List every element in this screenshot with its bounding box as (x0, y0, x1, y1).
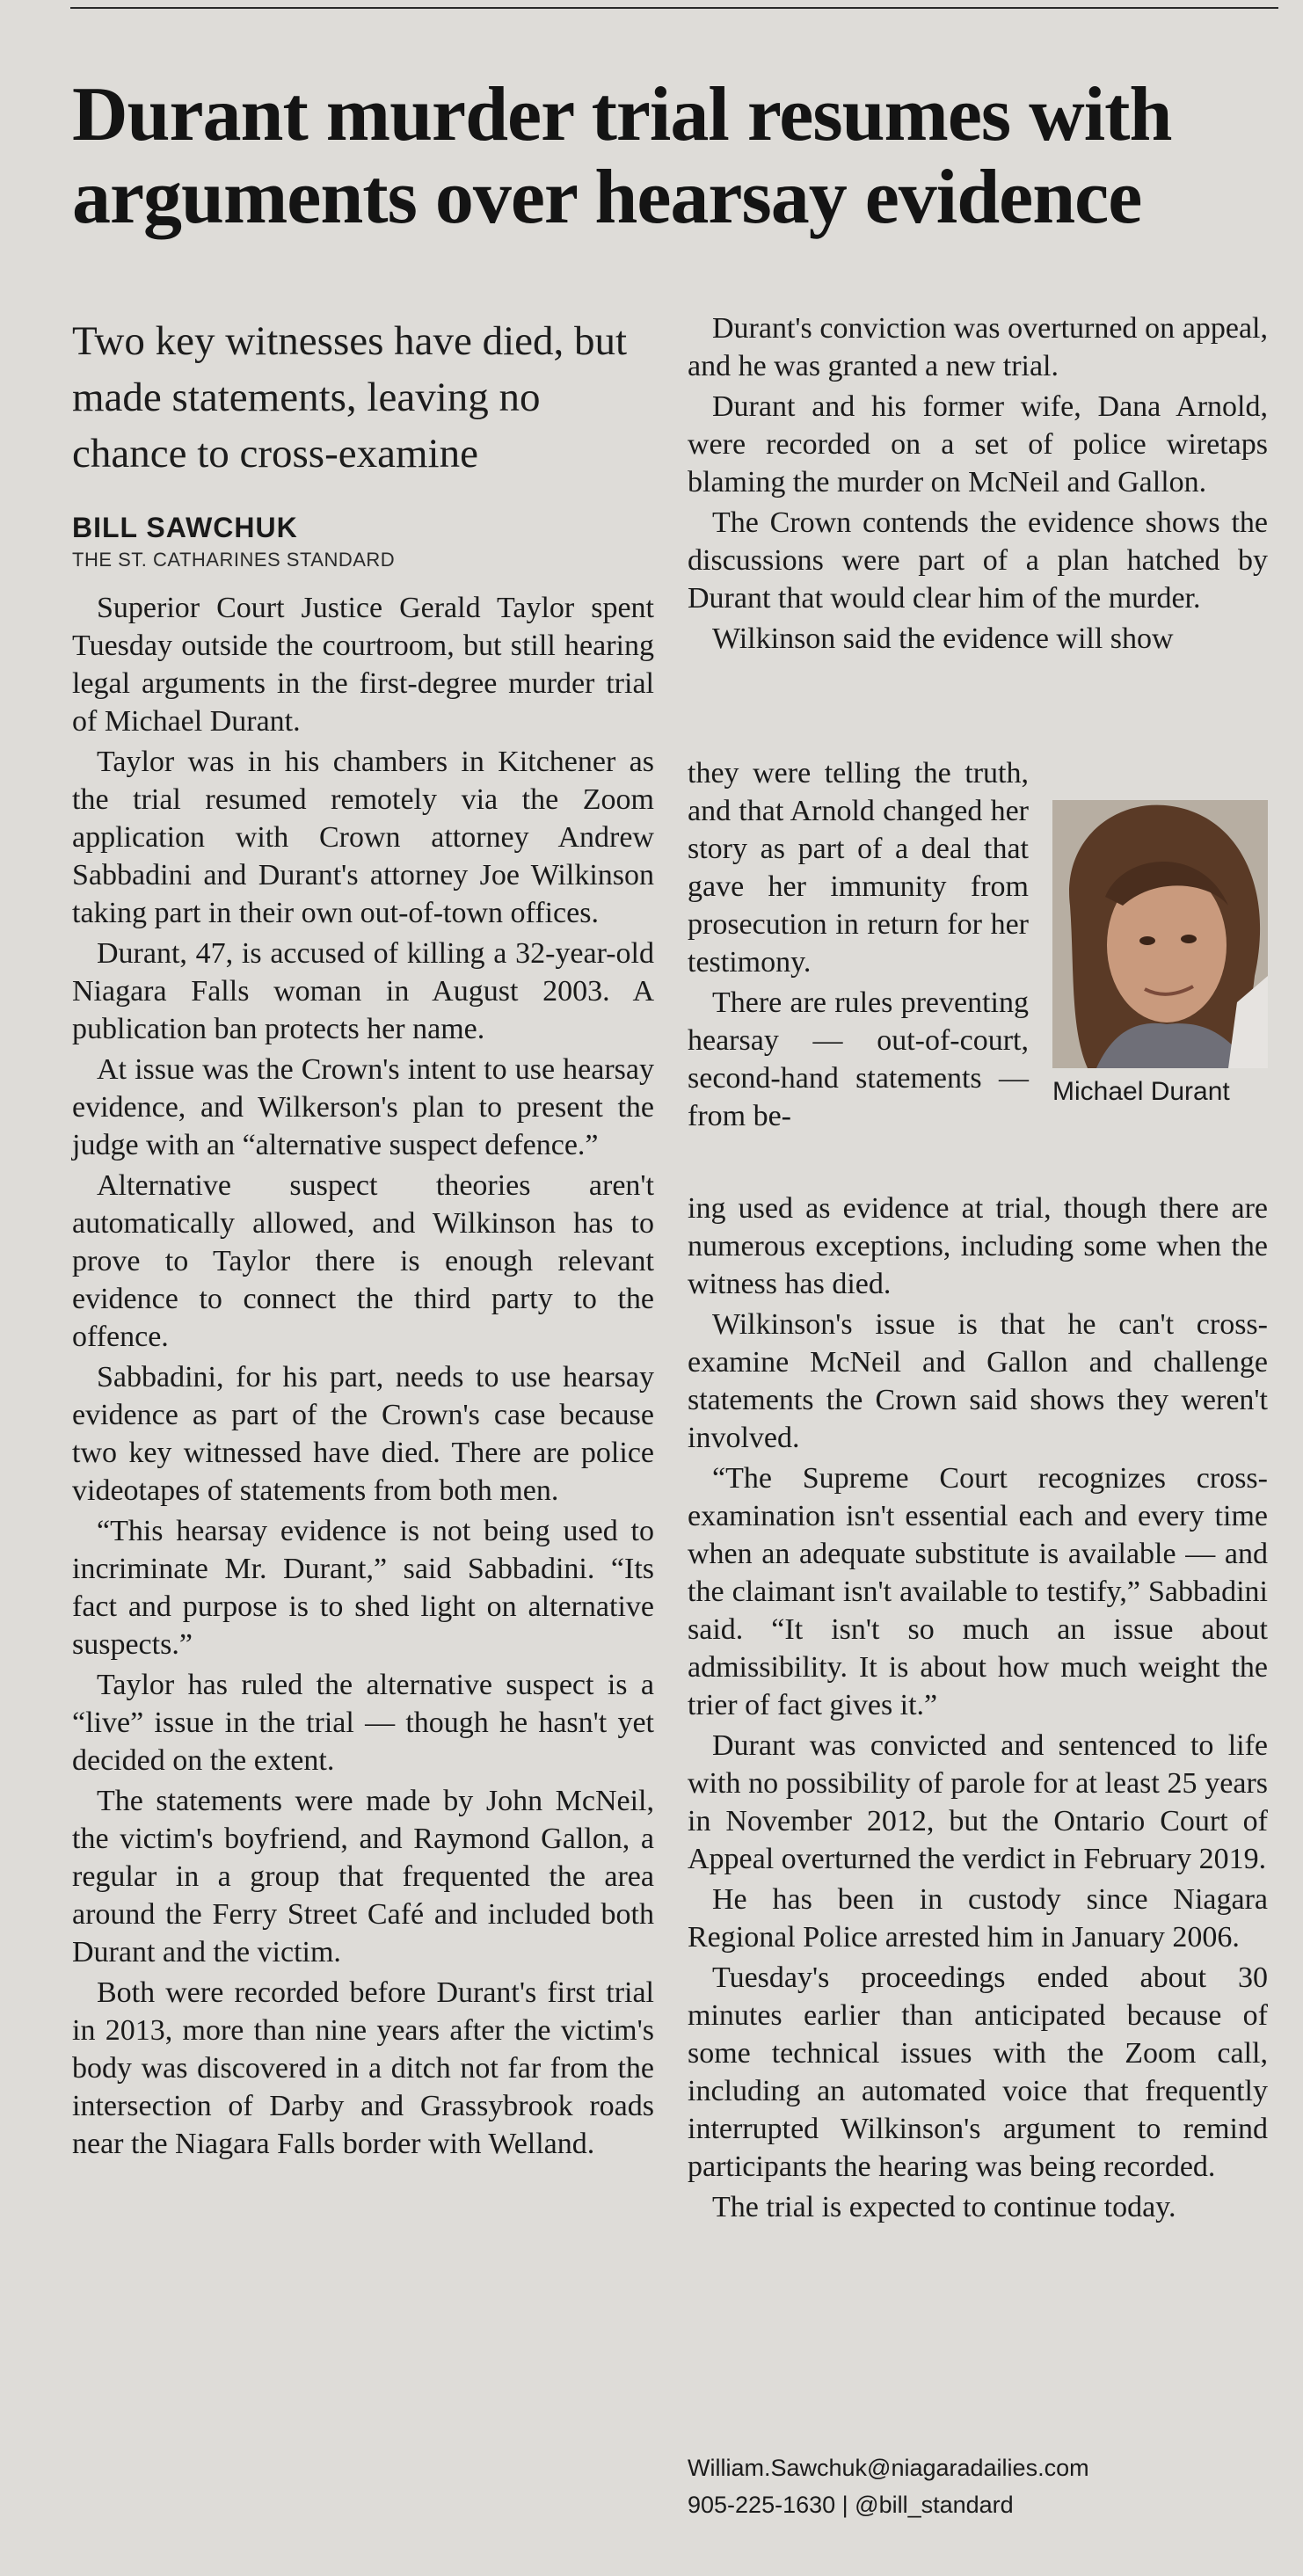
paragraph: “This hearsay evidence is not being used to incriminate Mr. Durant,” said Sabbadini. “Its fact and purpose is to shed light on alternative suspects.” (72, 1515, 654, 1661)
paragraph: Durant's conviction was overturned on appeal, and he was granted a new trial. (688, 312, 1268, 382)
paragraph: There are rules preventing hearsay — out-of-court, second-hand statements — from be- (688, 986, 1029, 1132)
author-email: William.Sawchuk@niagaradailies.com (688, 2455, 1089, 2481)
outlet-name: THE ST. CATHARINES STANDARD (72, 549, 396, 571)
headline: Durant murder trial resumes with arguments over hearsay evidence (72, 72, 1172, 240)
article-column-right-top (688, 309, 1268, 660)
paragraph: Taylor has ruled the alternative suspect is a “live” issue in the trial — though he hasn't yet decided on the extent. (72, 1669, 654, 1777)
article-column-right-bottom (688, 1190, 1268, 2229)
paragraph: The trial is expected to continue today. (712, 2191, 1176, 2223)
paragraph: ing used as evidence at trial, though there are numerous exceptions, including some when the witness has died. (688, 1192, 1268, 1300)
paragraph: Superior Court Justice Gerald Taylor spent Tuesday outside the courtroom, but still hearing legal arguments in the first-degree murder trial of Michael Durant. (72, 592, 654, 738)
paragraph: Sabbadini, for his part, needs to use hearsay evidence as part of the Crown's case because two key witnessed have died. There are police videotapes of statements from both men. (72, 1361, 654, 1507)
byline: BILL SAWCHUK (72, 512, 298, 543)
paragraph: He has been in custody since Niagara Regional Police arrested him in January 2006. (688, 1883, 1268, 1954)
photo-caption: Michael Durant (1052, 1077, 1230, 1106)
paragraph: Tuesday's proceedings ended about 30 minutes earlier than anticipated because of some technical issues with the Zoom call, including an automated voice that frequently interrupted Wilkinson's argument to remind participants the hearing was being recorded. (688, 1961, 1268, 2183)
paragraph: Durant and his former wife, Dana Arnold, were recorded on a set of police wiretaps blaming the murder on McNeil and Gallon. (688, 390, 1268, 498)
paragraph: Both were recorded before Durant's first trial in 2013, more than nine years after the victim's body was discovered in a ditch not far from the intersection of Darby and Grassybrook roads near the Niagara Falls border with Welland. (72, 1976, 654, 2160)
paragraph: The Crown contends the evidence shows the discussions were part of a plan hatched by Durant that would clear him of the murder. (688, 506, 1268, 615)
portrait-image (1052, 800, 1268, 1068)
article-column-right-wrap (688, 754, 1029, 1138)
paragraph: The statements were made by John McNeil, the victim's boyfriend, and Raymond Gallon, a regular in a group that frequented the area around the Ferry Street Café and included both Durant and the victim. (72, 1785, 654, 1968)
author-contact-line: 905-225-1630 | @bill_standard (688, 2492, 1014, 2518)
paragraph: Wilkinson said the evidence will show (712, 622, 1174, 655)
paragraph: Durant, 47, is accused of killing a 32-year-old Niagara Falls woman in August 2003. A publication ban protects her name. (72, 937, 654, 1045)
deck-subheadline: Two key witnesses have died, but made statements, leaving no chance to cross-examine (72, 318, 628, 477)
paragraph: Durant was convicted and sentenced to life with no possibility of parole for at least 25 years in November 2012, but the Ontario Court of Appeal overturned the verdict in February 2019. (688, 1729, 1268, 1875)
article-column-left (72, 589, 654, 2165)
paragraph: Wilkinson's issue is that he can't cross-examine McNeil and Gallon and challenge statements the Crown said shows they weren't involved. (688, 1308, 1268, 1454)
paragraph: Taylor was in his chambers in Kitchener as the trial resumed remotely via the Zoom application with Crown attorney Andrew Sabbadini and Durant's attorney Joe Wilkinson taking part in their own out-of-town offices. (72, 746, 654, 929)
top-rule (70, 7, 1278, 9)
paragraph: At issue was the Crown's intent to use hearsay evidence, and Wilkerson's plan to present the judge with an “alternative suspect defence.” (72, 1053, 654, 1161)
paragraph: “The Supreme Court recognizes cross-examination isn't essential each and every time when an adequate substitute is available — and the claimant isn't available to testify,” Sabbadini said. “It isn't so much an issue about admissibility. It is about how much weight the trier of fact gives it.” (688, 1462, 1268, 1721)
paragraph: they were telling the truth, and that Arnold changed her story as part of a deal that gave her immunity from prosecution in return for her testimony. (688, 757, 1029, 979)
portrait-photo (1052, 800, 1268, 1068)
paragraph: Alternative suspect theories aren't automatically allowed, and Wilkinson has to prove to Taylor there is enough relevant evidence to connect the third party to the offence. (72, 1169, 654, 1353)
